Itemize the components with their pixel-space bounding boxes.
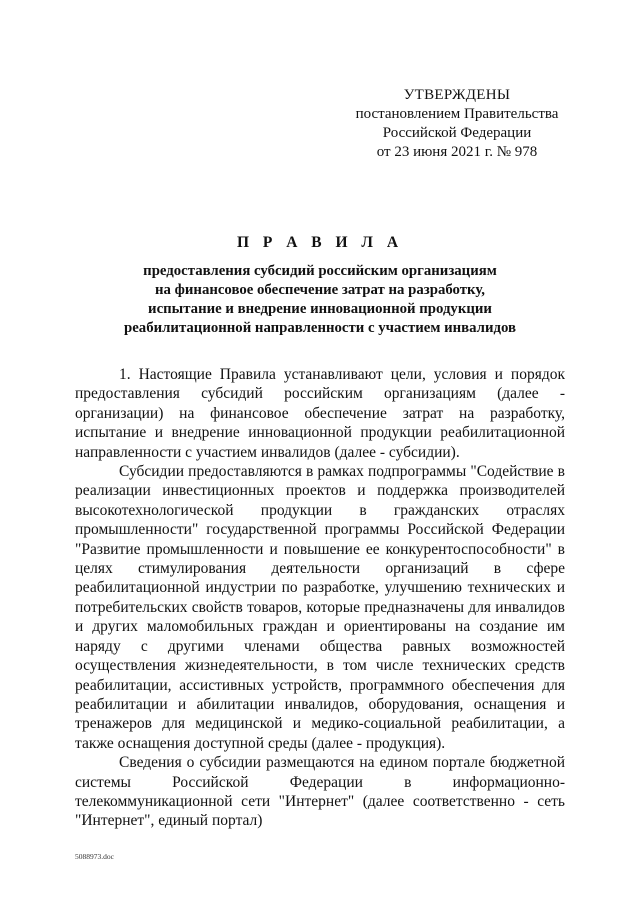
paragraph: Субсидии предоставляются в рамках подпрограммы "Содействие в реализации инвестиционных проектов и поддержка производителей высокотехнологической продукции в гражданских отраслях промышленности" государственной программы Российской Федерации "Развитие промышленности и повышение ее конкурентоспособности" в целях стимулирования деятельности организаций в сфере реабилитационной индустрии по разработке, улучшению технических и потребительских свойств товаров, которые предназначены для инвалидов и других маломобильных граждан и ориентированы на создание им наряду с другими членами общества равных возможностей осуществления жизнедеятельности, в том числе технических средств реабилитации, ассистивных устройств, программного обеспечения для реабилитации и абилитации инвалидов, оборудования, оснащения и тренажеров для медицинской и медико-социальной реабилитации, а также оснащения доступной среды (далее - продукция). <box>75 463 565 752</box>
subtitle-line: на финансовое обеспечение затрат на разработку, <box>155 282 485 298</box>
approval-block <box>340 86 574 162</box>
document-title: П Р А В И Л А <box>236 234 404 251</box>
approval-line: Российской Федерации <box>382 125 532 141</box>
paragraph: 1. Настоящие Правила устанавливают цели, условия и порядок предоставления субсидий российским организациям (далее - организации) на финансовое обеспечение затрат на разработку, испытание и внедрение инновационной продукции реабилитационной направленности с участием инвалидов (далее - субсидии). <box>75 366 565 461</box>
subtitle-line: реабилитационной направленности с участием инвалидов <box>124 320 516 336</box>
document-subtitle <box>70 262 570 338</box>
file-name-footer: 5088973.doc <box>75 852 114 861</box>
document-body <box>75 365 565 831</box>
approval-title: УТВЕРЖДЕНЫ <box>403 87 511 103</box>
subtitle-line: испытание и внедрение инновационной продукции <box>148 301 492 317</box>
approval-line: постановлением Правительства <box>355 106 559 122</box>
approval-date-number: от 23 июня 2021 г. № 978 <box>376 144 538 160</box>
paragraph: Сведения о субсидии размещаются на едином портале бюджетной системы Российской Федерации в информационно-телекоммуникационной сети "Интернет" (далее соответственно - сеть "Интернет", единый портал) <box>75 754 565 830</box>
subtitle-line: предоставления субсидий российским организациям <box>143 263 497 279</box>
